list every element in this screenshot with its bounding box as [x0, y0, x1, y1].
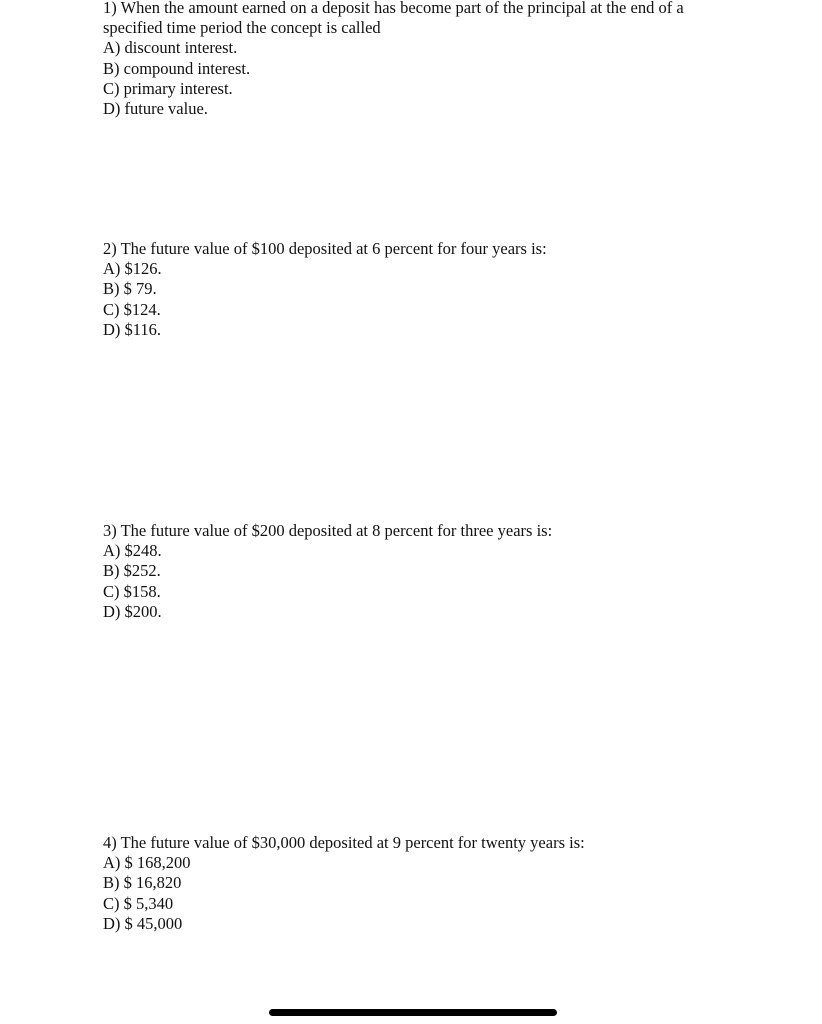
answer-option-b: B) $ 16,820 [103, 873, 182, 893]
answer-option-c: C) $ 5,340 [103, 893, 174, 913]
answer-option-b: B) $ 79. [103, 279, 157, 299]
question-stem: 1) When the amount earned on a deposit has become part of the principal at the end of a [103, 0, 684, 17]
answer-option-c: C) primary interest. [103, 78, 233, 98]
answer-option-d: D) $ 45,000 [103, 913, 183, 933]
answer-option-d: D) future value. [103, 99, 208, 119]
question-3 [103, 521, 743, 622]
answer-option-a: A) $248. [103, 541, 162, 561]
question-stem: 2) The future value of $100 deposited at 6 percent for four years is: [103, 239, 547, 258]
home-indicator-bar[interactable] [269, 1009, 557, 1016]
answer-option-a: A) $ 168,200 [103, 853, 191, 873]
question-stem: 3) The future value of $200 deposited at 8 percent for three years is: [103, 521, 553, 540]
question-4 [103, 833, 743, 934]
answer-option-d: D) $200. [103, 601, 162, 621]
question-stem: 4) The future value of $30,000 deposited at 9 percent for twenty years is: [103, 833, 585, 852]
answer-option-b: B) $252. [103, 561, 161, 581]
answer-option-c: C) $158. [103, 581, 161, 601]
answer-option-d: D) $116. [103, 319, 162, 339]
answer-option-b: B) compound interest. [103, 58, 251, 78]
answer-option-a: A) discount interest. [103, 38, 238, 58]
question-stem: specified time period the concept is called [103, 18, 381, 38]
question-1 [103, 0, 743, 119]
question-2 [103, 239, 743, 340]
answer-option-c: C) $124. [103, 299, 161, 319]
answer-option-a: A) $126. [103, 259, 162, 279]
